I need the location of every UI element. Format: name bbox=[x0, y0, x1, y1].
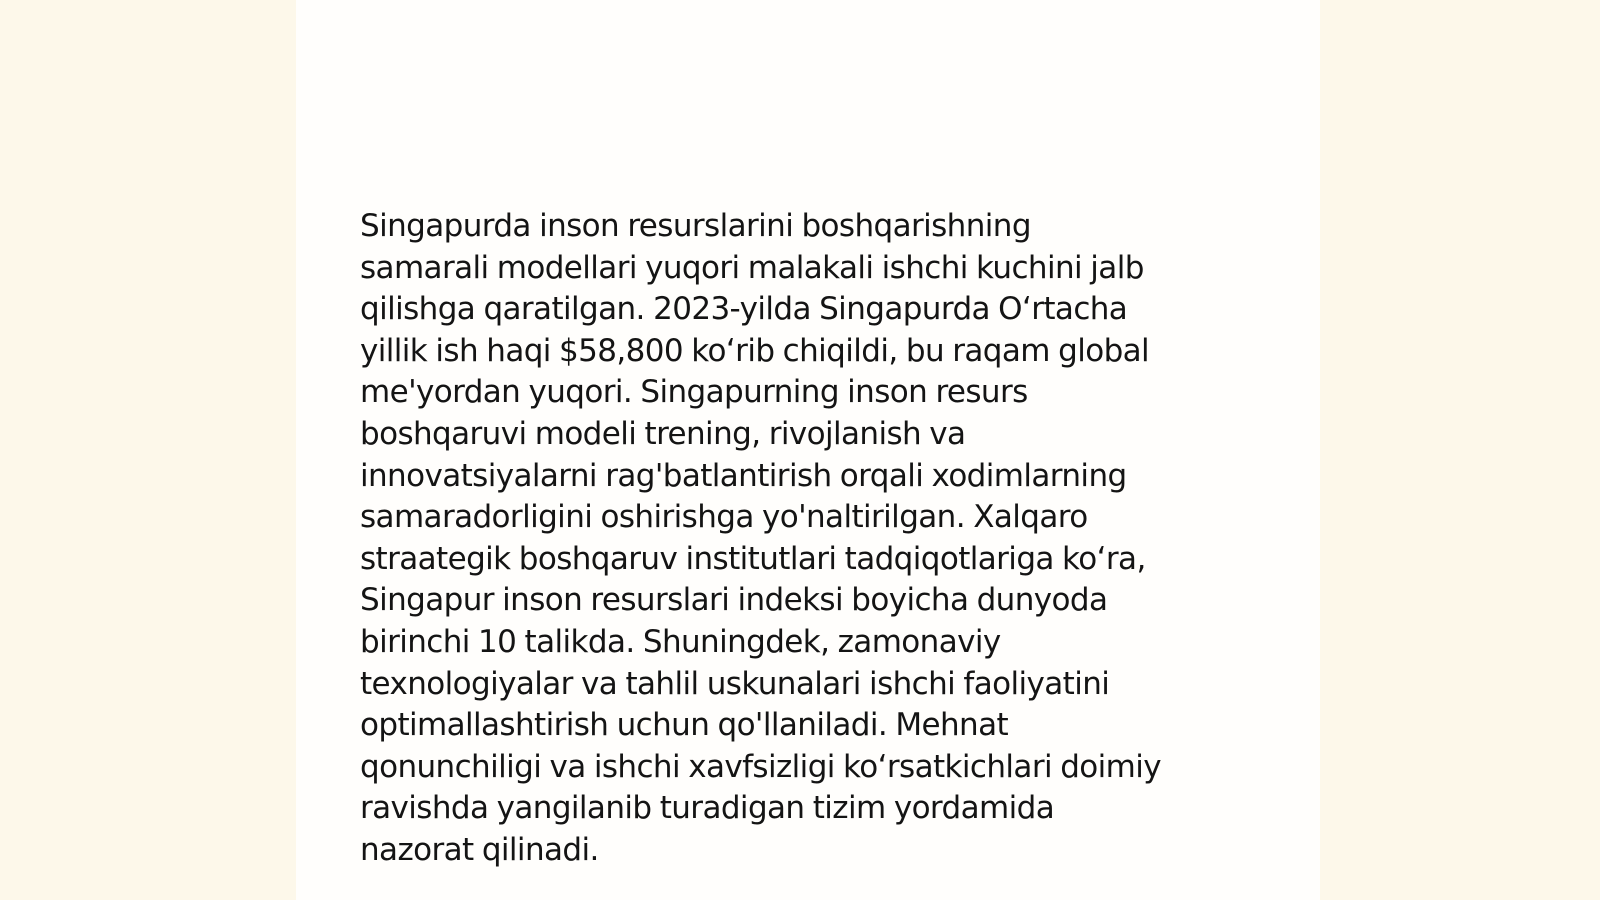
body-paragraph: Singapurda inson resurslarini boshqarishning samarali modellari yuqori malakali ishchi kuchini jalb qilishga qaratilgan. 2023-yilda Singapurda O‘rtacha yillik ish haqi $58,800 ko‘rib chiqildi, bu raqam global me'yordan yuqori. Singapurning inson resurs boshqaruvi modeli trening, rivojlanish va innovatsiyalarni rag'batlantirish orqali xodimlarning samaradorligini oshirishga yo'naltirilgan. Xalqaro straategik boshqaruv institutlari tadqiqotlariga ko‘ra, Singapur inson resurslari indeksi boyicha dunyoda birinchi 10 talikda. Shuningdek, zamonaviy texnologiyalar va tahlil uskunalari ishchi faoliyatini optimallashtirish uchun qo'llaniladi. Mehnat qonunchiligi va ishchi xavfsizligi ko‘rsatkichlari doimiy ravishda yangilanib turadigan tizim yordamida nazorat qilinadi. bbox=[360, 208, 1162, 868]
